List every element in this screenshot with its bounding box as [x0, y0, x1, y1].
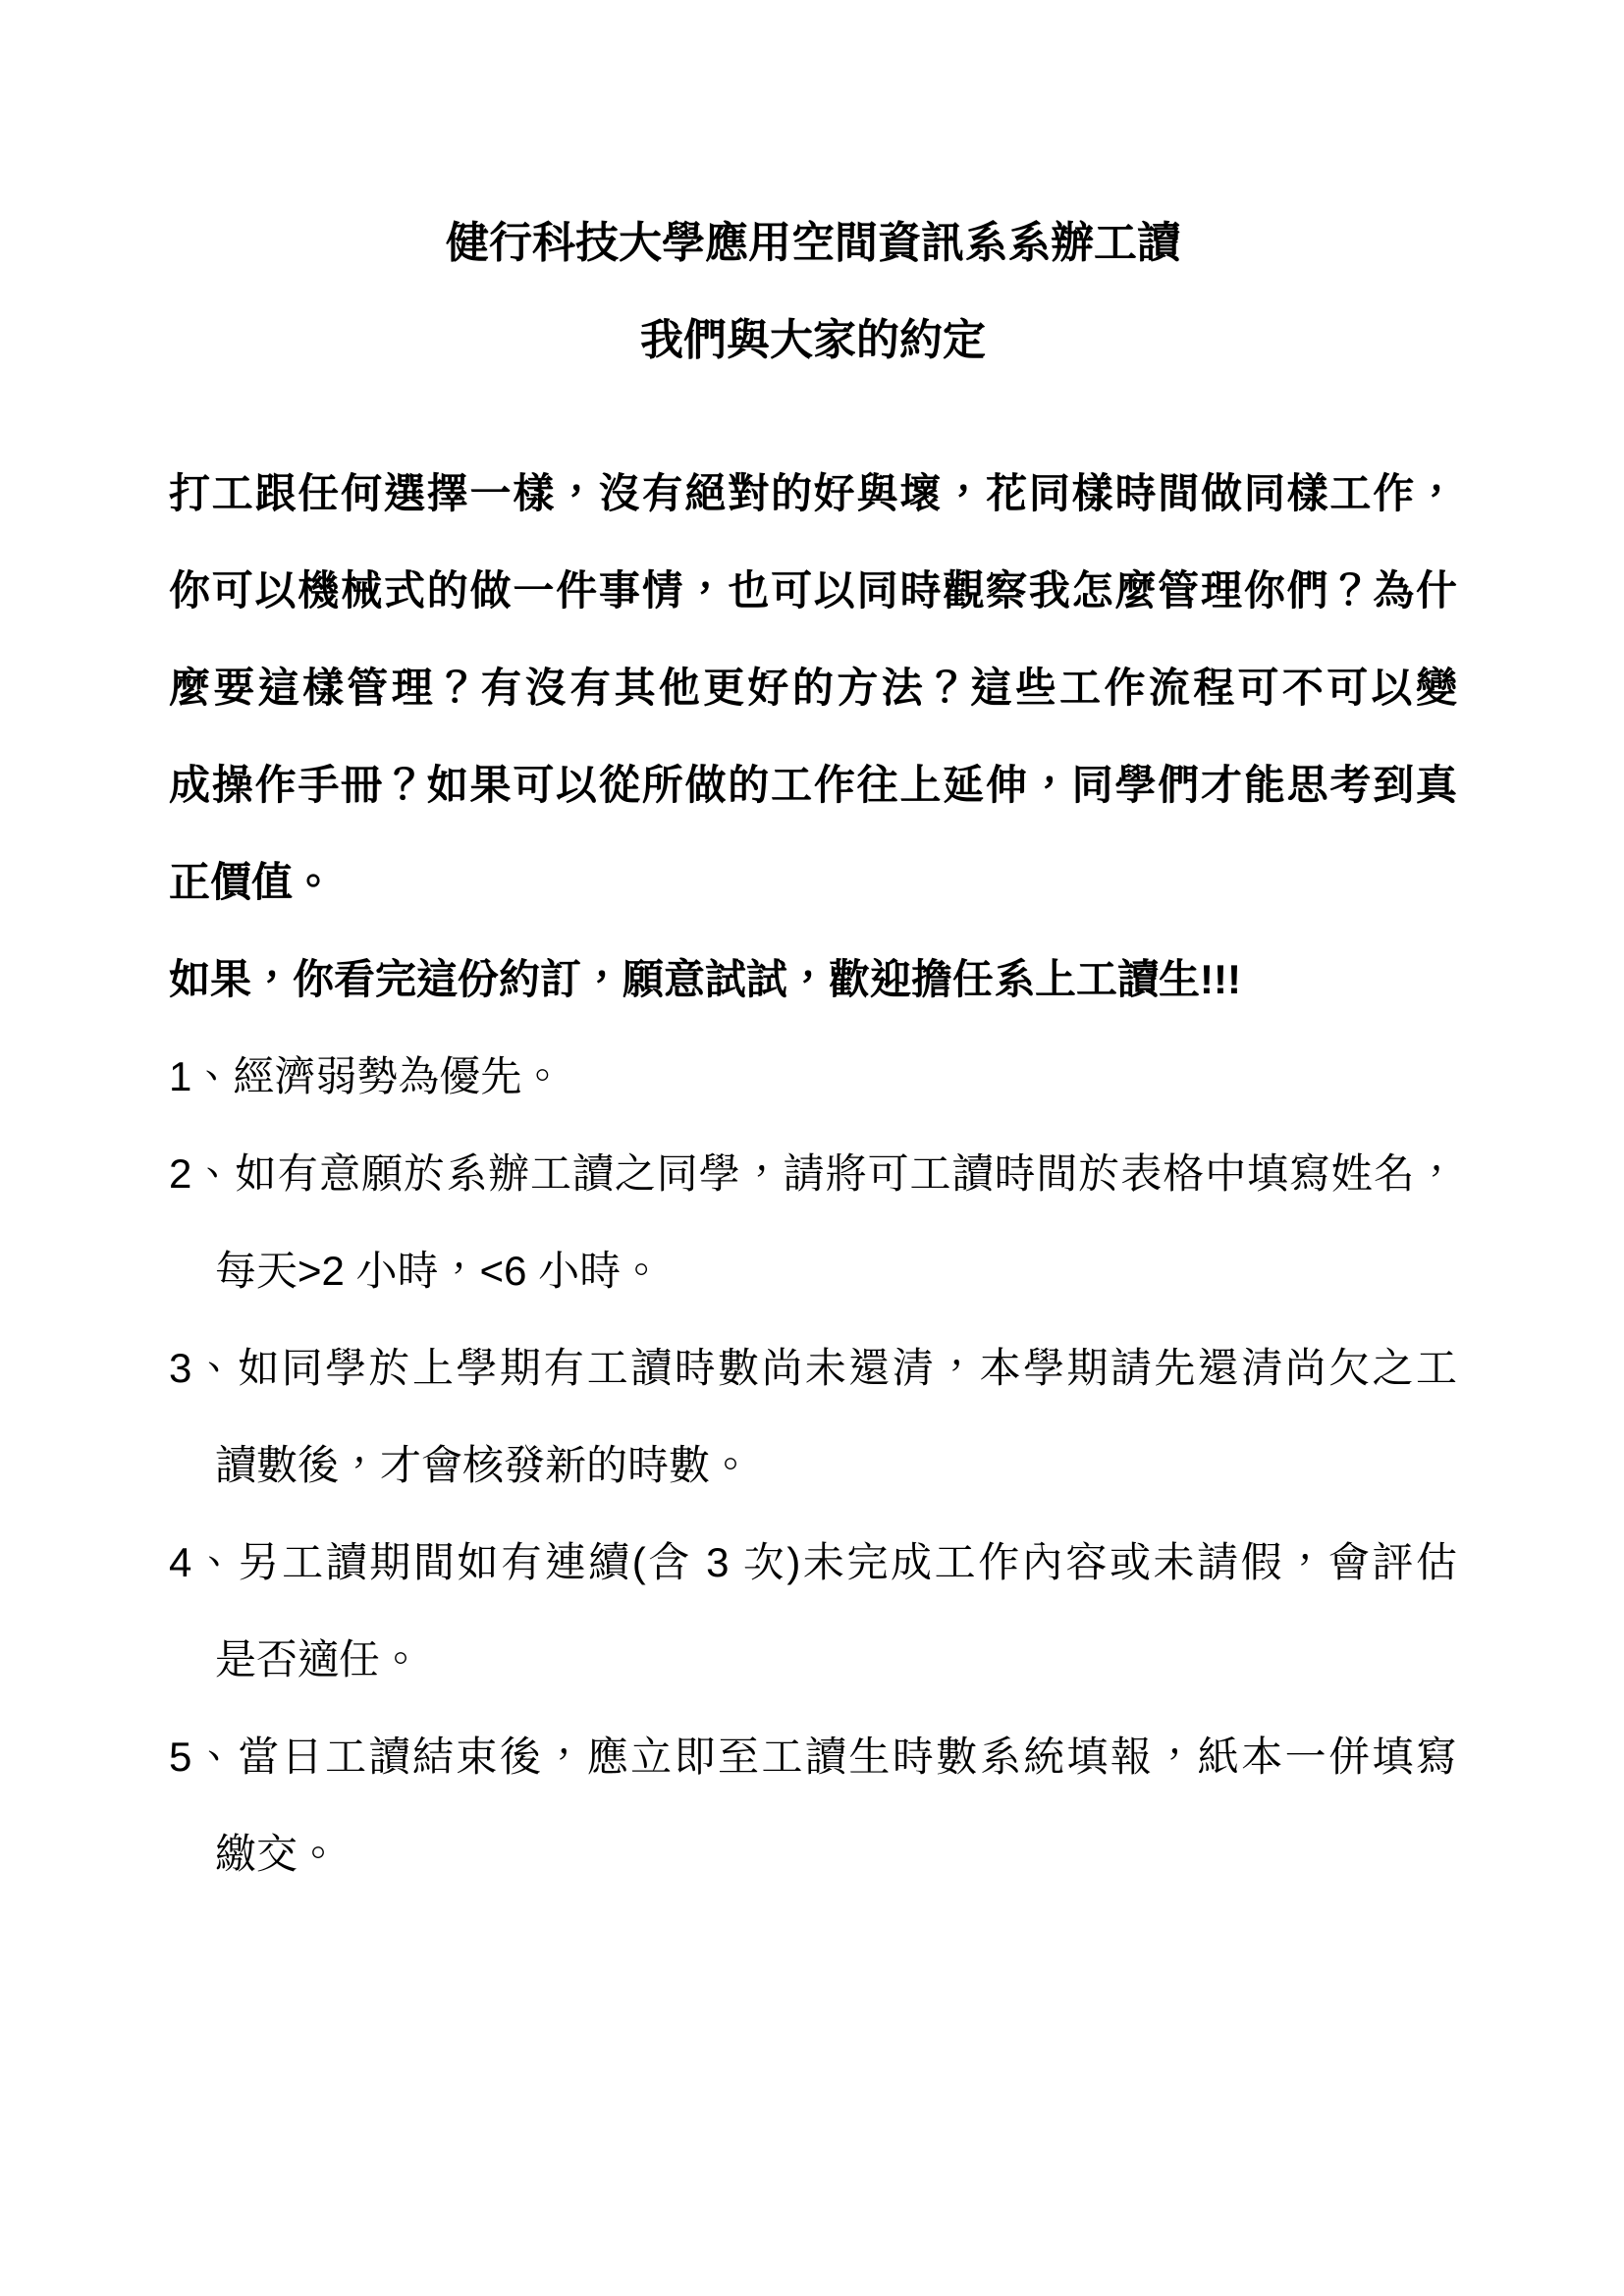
- rule-line: 3、如同學於上學期有工讀時數尚未還清，本學期請先還清尚欠之工: [169, 1345, 1457, 1391]
- rule-item-4: [169, 1514, 1457, 1708]
- rule-line-continuation: 每天>2 小時，<6 小時。: [215, 1248, 663, 1294]
- page-title: 健行科技大學應用空間資訊系系辦工讀: [446, 219, 1180, 267]
- rule-line: 4、另工讀期間如有連續(含 3 次)未完成工作內容或未請假，會評估: [169, 1539, 1457, 1585]
- callout-line: 如果，你看完這份約訂，願意試試，歡迎擔任系上工讀生!!!: [169, 956, 1241, 1002]
- intro-line: 麼要這樣管理？有沒有其他更好的方法？這些工作流程可不可以變: [169, 665, 1457, 711]
- rule-item-1: [169, 1028, 1457, 1125]
- rule-line-continuation: 是否適任。: [215, 1636, 422, 1682]
- rule-item-5: [169, 1708, 1457, 1902]
- rule-line-continuation: 讀數後，才會核發新的時數。: [215, 1442, 752, 1488]
- rule-line-continuation: 繳交。: [215, 1831, 340, 1877]
- intro-paragraph: [169, 445, 1457, 931]
- rule-item-2: [169, 1125, 1457, 1319]
- rules-list: [169, 1028, 1457, 1902]
- intro-line: 正價值。: [169, 859, 335, 905]
- intro-line: 打工跟任何選擇一樣，沒有絕對的好與壞，花同樣時間做同樣工作，: [169, 470, 1457, 516]
- page-subtitle: 我們與大家的約定: [640, 316, 986, 364]
- rule-item-3: [169, 1319, 1457, 1514]
- rule-line: 2、如有意願於系辦工讀之同學，請將可工讀時間於表格中填寫姓名，: [169, 1150, 1457, 1197]
- rule-line: 5、當日工讀結束後，應立即至工讀生時數系統填報，紙本一併填寫: [169, 1734, 1457, 1780]
- rule-line: 1、經濟弱勢為優先。: [169, 1053, 564, 1099]
- intro-line: 你可以機械式的做一件事情，也可以同時觀察我怎麼管理你們？為什: [169, 567, 1457, 614]
- intro-line: 成操作手冊？如果可以從所做的工作往上延伸，同學們才能思考到真: [169, 762, 1457, 808]
